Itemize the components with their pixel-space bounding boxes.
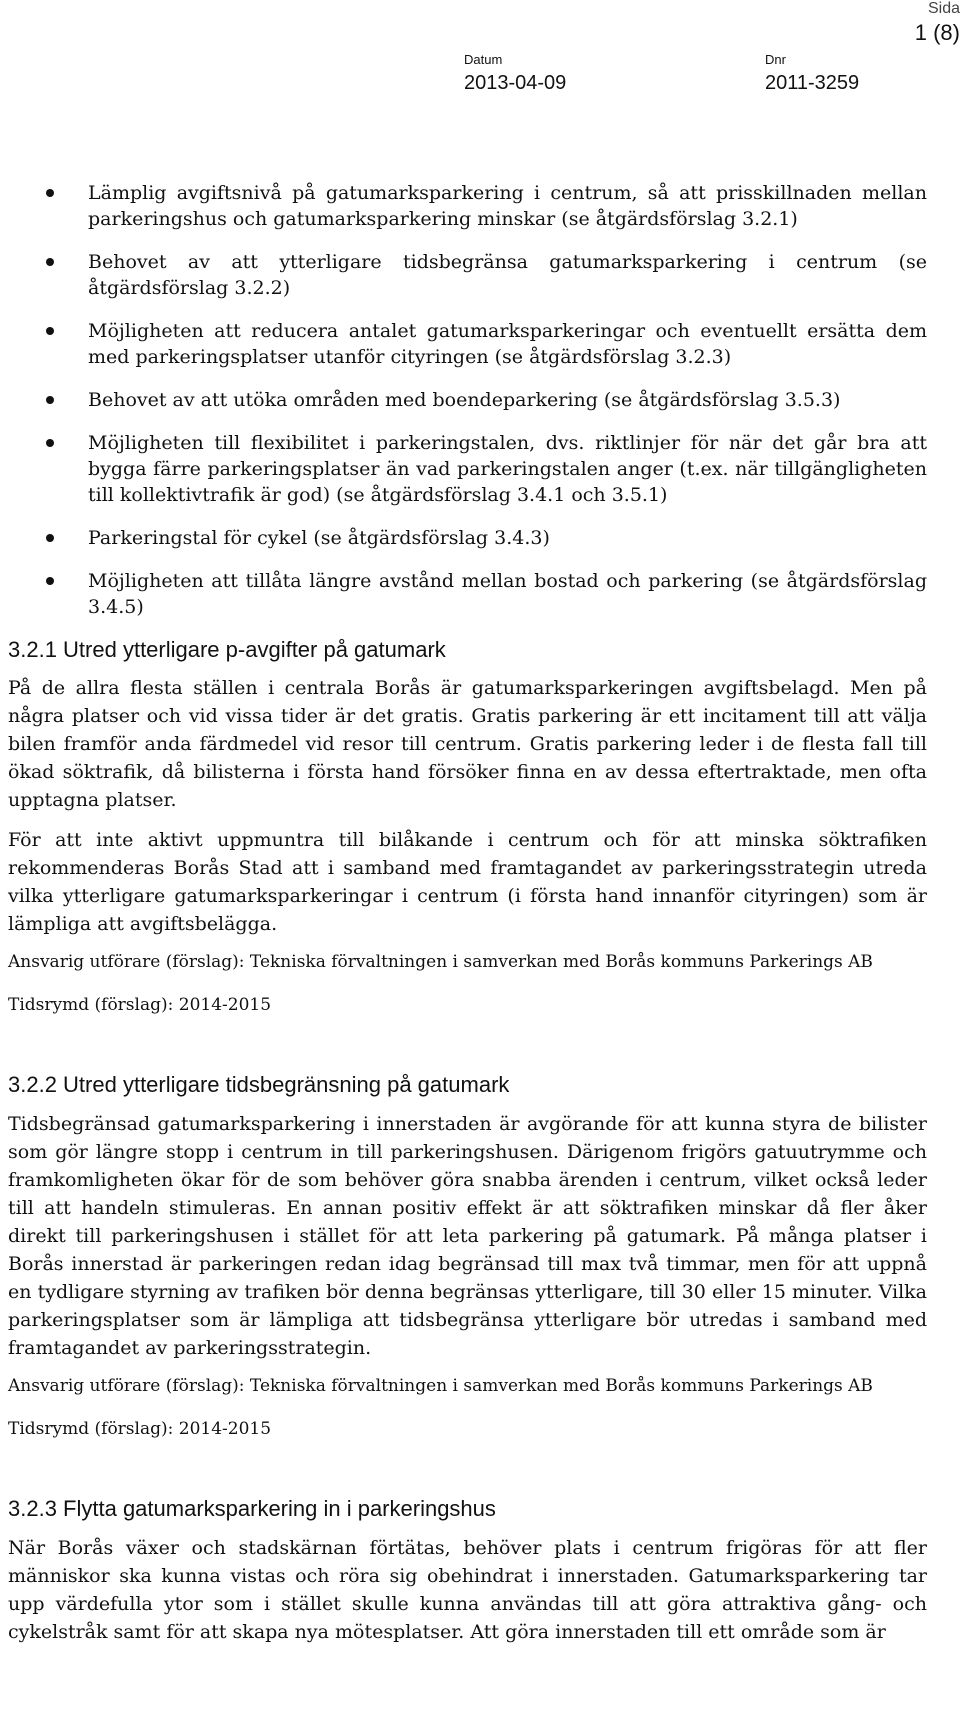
bullet-item: Möjligheten att tillåta längre avstånd mellan bostad och parkering (se åtgärdsförslag 3.4.5) [8, 568, 927, 620]
datum-value: 2013-04-09 [464, 72, 567, 94]
section-heading: 3.2.2 Utred ytterligare tidsbegränsning på gatumark [8, 1072, 510, 1097]
bullet-item: Möjligheten till flexibilitet i parkeringstalen, dvs. riktlinjer för när det går bra att bygga färre parkeringsplatser än vad parkeringstalen anger (t.ex. när tillgängligheten till kollektivtrafik är god) (se åtgärdsförslag 3.4.1 och 3.5.1) [8, 430, 927, 508]
bullet-item: Behovet av att ytterligare tidsbegränsa gatumarksparkering i centrum (se åtgärdsförslag 3.2.2) [8, 249, 927, 301]
bullet-item: Möjligheten att reducera antalet gatumarksparkeringar och eventuellt ersätta dem med parkeringsplatser utanför cityringen (se åtgärdsförslag 3.2.3) [8, 318, 927, 370]
bullet-list [8, 180, 927, 620]
paragraph: När Borås växer och stadskärnan förtätas, behöver plats i centrum frigöras för att fler människor ska kunna vistas och röra sig obehindrat i innerstaden. Gatumarksparkering tar upp värdefulla ytor som i stället skulle kunna användas till att göra attraktiva gång- och cykelstråk samt för att skapa nya mötesplatser. Att göra innerstaden till ett område som är [8, 1537, 927, 1643]
responsible-line: Ansvarig utförare (förslag): Tekniska förvaltningen i samverkan med Borås kommuns Parkerings AB [8, 1376, 873, 1396]
bullet-item: Lämplig avgiftsnivå på gatumarksparkering i centrum, så att prisskillnaden mellan parkeringshus och gatumarksparkering minskar (se åtgärdsförslag 3.2.1) [8, 180, 927, 232]
timeframe-line: Tidsrymd (förslag): 2014-2015 [8, 1419, 272, 1439]
paragraph: Tidsbegränsad gatumarksparkering i innerstaden är avgörande för att kunna styra de bilister som gör längre stopp i centrum in till parkeringshusen. Därigenom frigörs gatuutrymme och framkomligheten ökar för de som behöver göra snabba ärenden i centrum, vilket också leder till att handeln stimuleras. En annan positiv effekt är att söktrafiken minskar då fler åker direkt till parkeringshusen i stället för att leta parkering på gatumark. På många platser i Borås innerstad är parkeringen redan idag begränsad till max två timmar, men för att uppnå en tydligare styrning av trafiken bör denna begränsas ytterligare, till 30 eller 15 minuter. Vilka parkeringsplatser som är lämpliga att tidsbegränsa ytterligare bör utredas i samband med framtagandet av parkeringsstrategin. [8, 1113, 927, 1359]
paragraph: För att inte aktivt uppmuntra till bilåkande i centrum och för att minska söktrafiken rekommenderas Borås Stad att i samband med framtagandet av parkeringsstrategin utreda vilka ytterligare gatumarksparkeringar i centrum (i första hand innanför cityringen) som är lämpliga att avgiftsbelägga. [8, 829, 927, 935]
bullet-item: Behovet av att utöka områden med boendeparkering (se åtgärdsförslag 3.5.3) [8, 387, 927, 413]
dnr-label: Dnr [765, 52, 786, 67]
section-heading: 3.2.3 Flytta gatumarksparkering in i parkeringshus [8, 1496, 496, 1521]
section-3-2-3 [8, 1496, 927, 1646]
dnr-value: 2011-3259 [765, 72, 860, 94]
page-number: 1 (8) [914, 20, 960, 45]
document-body [8, 180, 927, 1646]
responsible-line: Ansvarig utförare (förslag): Tekniska förvaltningen i samverkan med Borås kommuns Parkerings AB [8, 952, 873, 972]
section-3-2-1 [8, 637, 927, 1017]
page-label: Sida [927, 0, 960, 17]
paragraph: På de allra flesta ställen i centrala Borås är gatumarksparkeringen avgiftsbelagd. Men på några platser och vid vissa tider är det gratis. Gratis parkering är ett incitament till att välja bilen framför anda färdmedel vid resor till centrum. Gratis parkering leder i de flesta fall till ökad söktrafik, då bilisterna i första hand försöker finna en av dessa eftertraktade, men ofta upptagna platser. [8, 677, 927, 811]
section-heading: 3.2.1 Utred ytterligare p-avgifter på gatumark [8, 637, 446, 662]
datum-label: Datum [464, 52, 503, 67]
timeframe-line: Tidsrymd (förslag): 2014-2015 [8, 995, 272, 1015]
section-3-2-2 [8, 1072, 927, 1441]
bullet-item: Parkeringstal för cykel (se åtgärdsförslag 3.4.3) [8, 525, 927, 551]
